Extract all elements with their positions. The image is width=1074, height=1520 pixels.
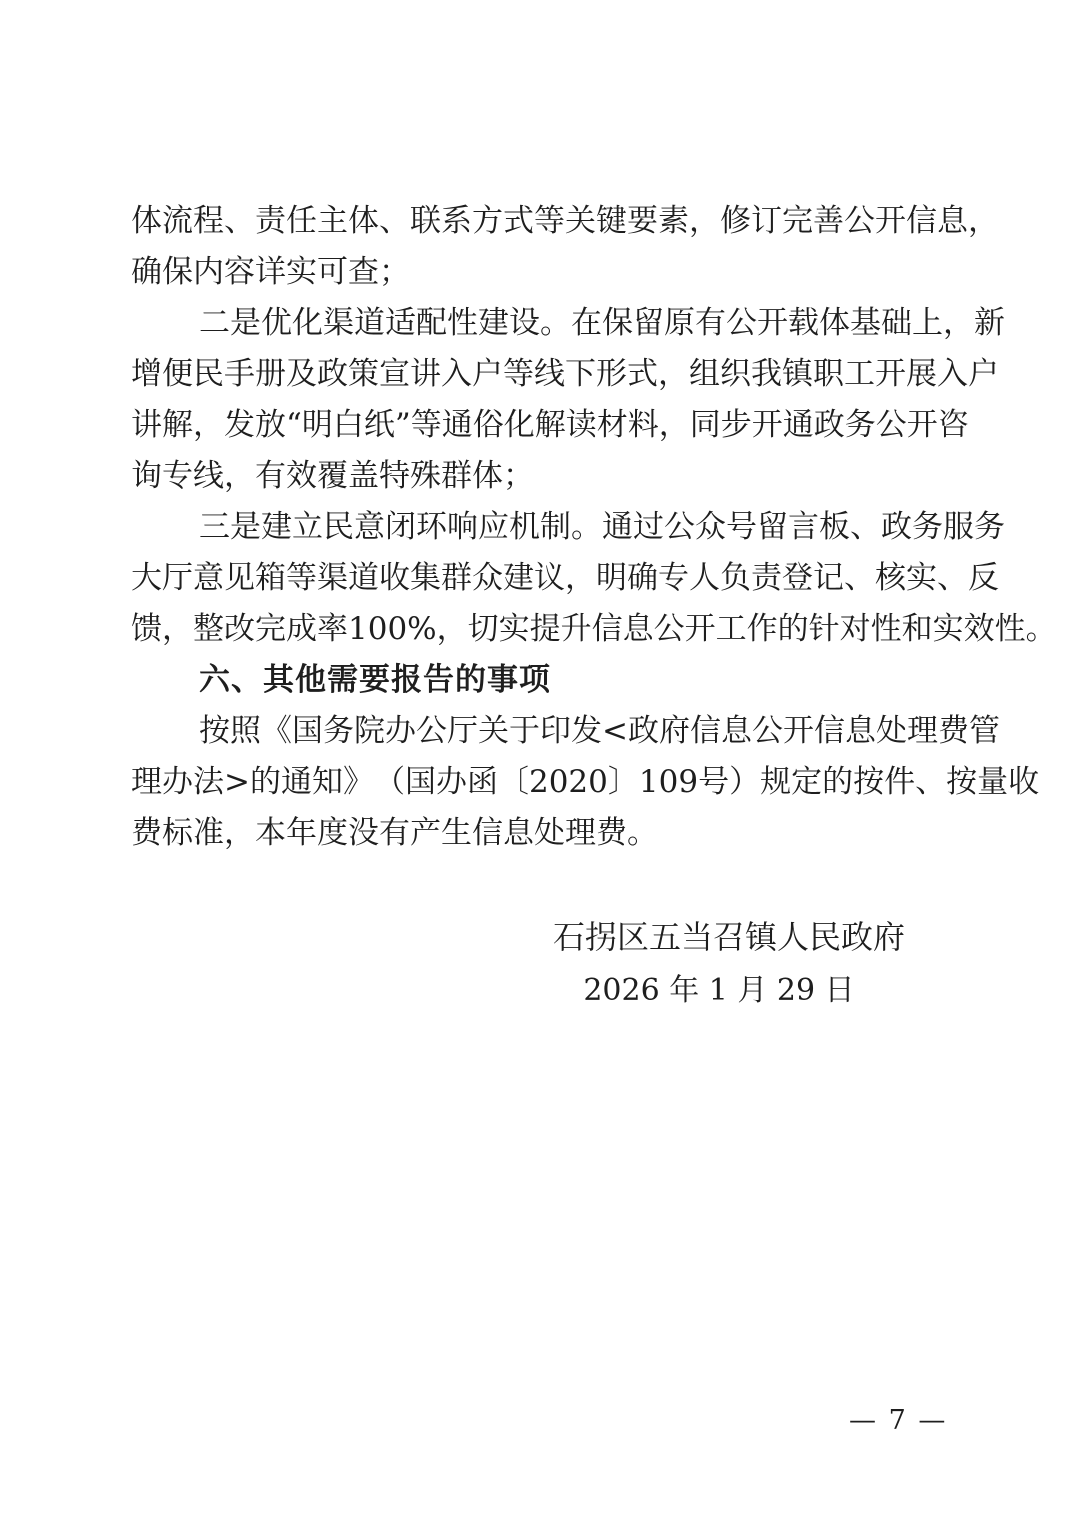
text-line: 体 流 程 、 责 任 主 体 、 联 系 方 式 等 关 键 要 素 ， 修 订 完 善 公 开 信 息 ， (131, 203, 999, 239)
page-number: — 7 — (849, 1405, 948, 1436)
text-line: 二 是 优 化 渠 道 适 配 性 建 设 。 在 保 留 原 有 公 开 载 体 基 础 上 ， 新 (199, 305, 1005, 341)
text-line: 确保内容详实可查； (131, 254, 410, 290)
text-line: 询专线，有效覆盖特殊群体； (131, 458, 534, 494)
body-text (131, 196, 1057, 859)
text-line: 三 是 建 立 民 意 闭 环 响 应 机 制 。 通 过 公 众 号 留 言 板 、 政 务 服 务 (199, 509, 1005, 545)
signature-organization: 石拐区五当召镇人民政府 (553, 918, 906, 956)
section-heading: 六、其他需要报告的事项 (199, 662, 551, 698)
text-line: 费标准，本年度没有产生信息处理费。 (131, 815, 658, 851)
text-line: 理 办 法 > 的 通 知 》 （ 国 办 函 〔 2020 〕 109 号 ） 规 定 的 按 件 、 按 量 收 (131, 764, 1040, 800)
text-line: 大 厅 意 见 箱 等 渠 道 收 集 群 众 建 议 ， 明 确 专 人 负 责 登 记 、 核 实 、 反 (131, 560, 999, 596)
text-line: 馈 ， 整 改 完 成 率 100% ， 切 实 提 升 信 息 公 开 工 作 的 针 对 性 和 实 效 性 。 (131, 611, 1057, 647)
signature-date: 2026 年 1 月 29 日 (583, 973, 855, 1008)
signature-block (553, 912, 906, 1016)
text-line: 讲 解 ， 发 放 “ 明 白 纸 ” 等 通 俗 化 解 读 材 料 ， 同 步 开 通 政 务 公 开 咨 (131, 407, 969, 443)
text-line: 按 照 《 国 务 院 办 公 厅 关 于 印 发 < 政 府 信 息 公 开 信 息 处 理 费 管 (199, 713, 1000, 749)
text-line: 增 便 民 手 册 及 政 策 宣 讲 入 户 等 线 下 形 式 ， 组 织 我 镇 职 工 开 展 入 户 (131, 356, 999, 392)
